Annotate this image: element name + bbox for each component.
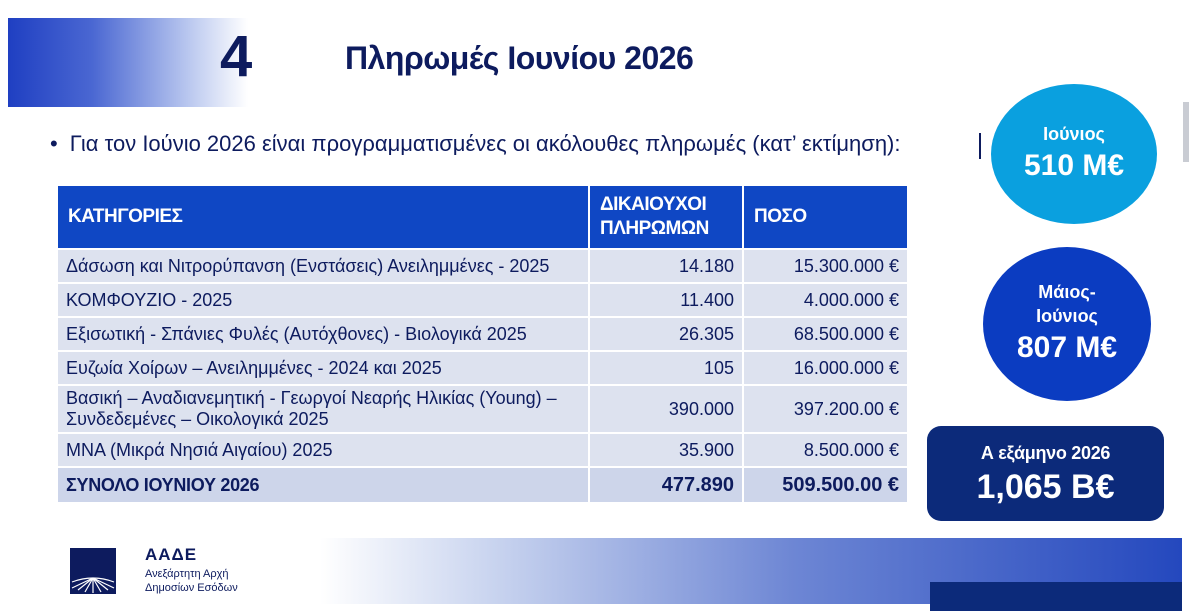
row-amount: 68.500.000 € bbox=[744, 318, 907, 350]
table-header-row bbox=[58, 186, 907, 248]
may-june-total-bubble bbox=[983, 247, 1151, 401]
payments-table bbox=[56, 184, 909, 504]
row-amount: 16.000.000 € bbox=[744, 352, 907, 384]
row-category: ΜΝΑ (Μικρά Νησιά Αιγαίου) 2025 bbox=[58, 434, 588, 466]
row-beneficiaries: 390.000 bbox=[590, 386, 742, 432]
row-category: Δάσωση και Νιτρορύπανση (Ενστάσεις) Ανειλημμένες - 2025 bbox=[58, 250, 588, 282]
total-beneficiaries: 477.890 bbox=[590, 468, 742, 502]
row-beneficiaries: 14.180 bbox=[590, 250, 742, 282]
org-name-line2: Δημοσίων Εσόδων bbox=[145, 582, 238, 594]
org-name-line1: Ανεξάρτητη Αρχή bbox=[145, 568, 229, 580]
half-year-label: Α εξάμηνο 2026 bbox=[980, 442, 1111, 463]
header-beneficiaries bbox=[590, 186, 742, 248]
row-category-line2: Συνδεδεμένες – Οικολογικά 2025 bbox=[66, 409, 329, 429]
table-row bbox=[58, 318, 907, 350]
table-row bbox=[58, 284, 907, 316]
june-bubble-label: Ιούνιος bbox=[1043, 124, 1105, 144]
table-row bbox=[58, 352, 907, 384]
row-category bbox=[58, 386, 588, 432]
total-category: ΣΥΝΟΛΟ ΙΟΥΝΙΟΥ 2026 bbox=[58, 468, 588, 502]
row-amount: 397.200.00 € bbox=[744, 386, 907, 432]
scrollbar-thumb[interactable] bbox=[1183, 102, 1189, 162]
row-beneficiaries: 11.400 bbox=[590, 284, 742, 316]
row-category: ΚΟΜΦΟΥΖΙΟ - 2025 bbox=[58, 284, 588, 316]
row-category: Εξισωτική - Σπάνιες Φυλές (Αυτόχθονες) - Βιολογικά 2025 bbox=[58, 318, 588, 350]
may-june-bubble-label-line1: Μάιος- bbox=[1038, 282, 1096, 302]
row-beneficiaries: 105 bbox=[590, 352, 742, 384]
half-year-total-box bbox=[927, 426, 1164, 521]
header-beneficiaries-line2: ΠΛΗΡΩΜΩΝ bbox=[600, 218, 709, 239]
header-beneficiaries-line1: ΔΙΚΑΙΟΥΧΟΙ bbox=[600, 194, 707, 215]
org-acronym: ΑΑΔΕ bbox=[145, 545, 198, 564]
row-amount: 8.500.000 € bbox=[744, 434, 907, 466]
row-category: Ευζωία Χοίρων – Ανειλημμένες - 2024 και 2025 bbox=[58, 352, 588, 384]
june-bubble-value: 510 Μ€ bbox=[1023, 149, 1125, 182]
june-total-bubble bbox=[991, 84, 1157, 224]
aade-logo-icon bbox=[70, 548, 116, 594]
may-june-bubble-value: 807 Μ€ bbox=[1016, 331, 1118, 364]
total-amount: 509.500.00 € bbox=[744, 468, 907, 502]
slide-number: 4 bbox=[220, 24, 253, 89]
intro-bullet-text: Για τον Ιούνιο 2026 είναι προγραμματισμένες οι ακόλουθες πληρωμές (κατ’ εκτίμηση): bbox=[69, 131, 901, 156]
intro-bullet bbox=[50, 131, 901, 157]
text-cursor bbox=[979, 133, 981, 159]
table-row bbox=[58, 386, 907, 432]
header-category: ΚΑΤΗΓΟΡΙΕΣ bbox=[58, 186, 588, 248]
half-year-value: 1,065 Β€ bbox=[976, 467, 1115, 506]
row-amount: 15.300.000 € bbox=[744, 250, 907, 282]
row-amount: 4.000.000 € bbox=[744, 284, 907, 316]
may-june-bubble-label-line2: Ιούνιος bbox=[1036, 306, 1098, 326]
row-category-line1: Βασική – Αναδιανεμητική - Γεωργοί Νεαρής Ηλικίας (Young) – bbox=[66, 388, 557, 408]
footer-dark-block bbox=[930, 582, 1182, 611]
table-row bbox=[58, 434, 907, 466]
table-total-row bbox=[58, 468, 907, 502]
bullet-dot-icon: • bbox=[50, 131, 58, 156]
table-row bbox=[58, 250, 907, 282]
header-amount: ΠΟΣΟ bbox=[744, 186, 907, 248]
slide-title: Πληρωμές Ιουνίου 2026 bbox=[345, 40, 694, 76]
row-beneficiaries: 35.900 bbox=[590, 434, 742, 466]
row-beneficiaries: 26.305 bbox=[590, 318, 742, 350]
header-gradient-band bbox=[8, 18, 248, 107]
